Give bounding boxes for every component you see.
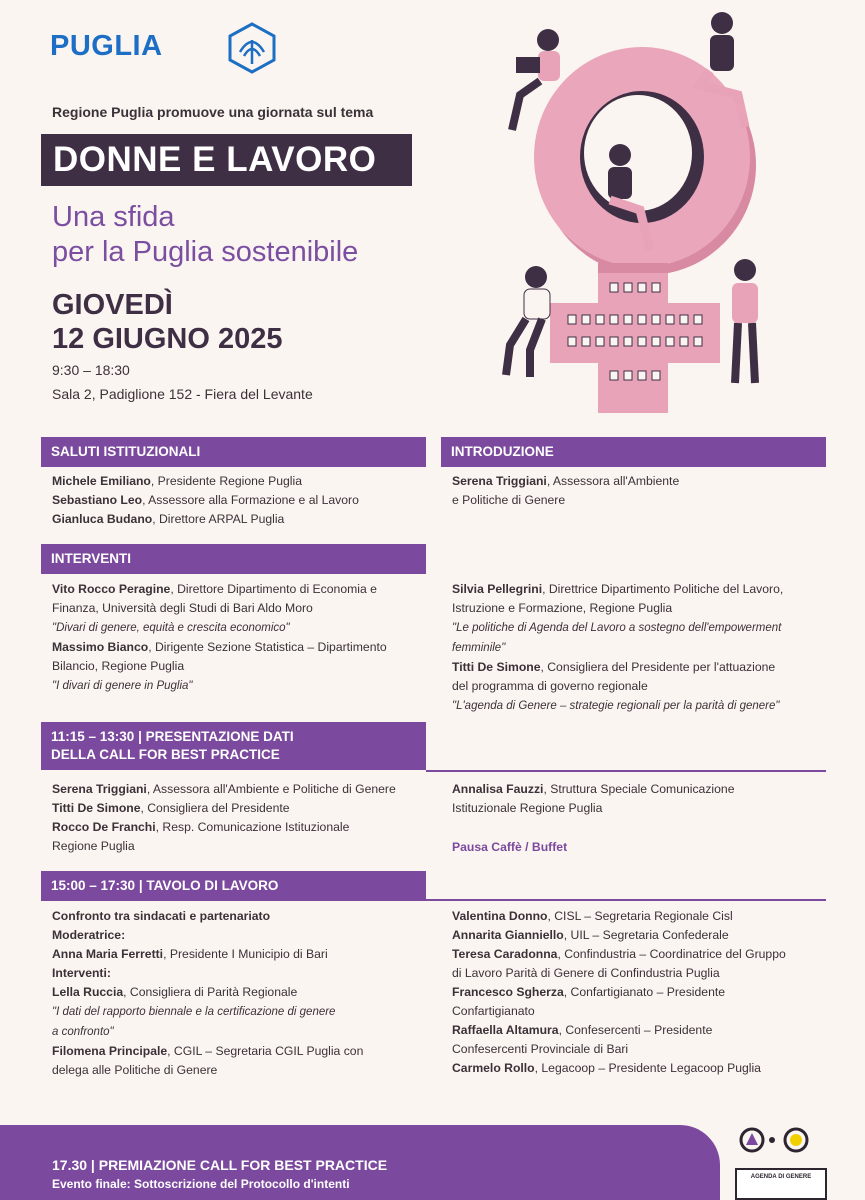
subtitle-line-2: per la Puglia sostenibile <box>52 236 359 268</box>
section-divider <box>426 899 826 901</box>
woman-tool-figure <box>506 266 550 377</box>
interventi-left: Vito Rocco Peragine, Direttore Dipartimento di Economia e Finanza, Università degli Studi di Bari Aldo Moro "Divari di genere, equità e crescita economico" Massimo Bianco, Dirigente Sezione Statistica – Dipartimento Bilancio, Regione Puglia "I divari di genere in Puglia" <box>52 582 387 692</box>
section-divider <box>426 770 826 772</box>
section-header-presentazione: 11:15 – 13:30 | PRESENTAZIONE DATI DELLA CALL FOR BEST PRACTICE <box>41 722 426 770</box>
presentazione-left: Serena Triggiani, Assessora all'Ambiente e Politiche di Genere Titti De Simone, Consigliera del Presidente Rocco De Franchi, Resp. Comunicazione Istituzionale Regione Puglia <box>52 782 396 853</box>
puglia-logo-text: PUGLIA <box>50 30 163 62</box>
interventi-right: Silvia Pellegrini, Direttrice Dipartimento Politiche del Lavoro, Istruzione e Formazione, Regione Puglia "Le politiche di Agenda del Lavoro a sostegno dell'empowerment femminile" Titti De Simone, Consigliera del Presidente per l'attuazione del programma di governo regionale "L'agenda di Genere – strategie regionali per la parità di genere" <box>452 582 784 712</box>
pausa-label: Pausa Caffè / Buffet <box>452 840 568 854</box>
saluti-item: Gianluca Budano, Direttore ARPAL Puglia <box>52 512 285 526</box>
section-header-tavolo: 15:00 – 17:30 | TAVOLO DI LAVORO <box>41 871 426 901</box>
subtitle-line-1: Una sfida <box>52 201 175 233</box>
event-time: 9:30 – 18:30 <box>52 362 130 378</box>
puglia-emblem-icon <box>226 22 278 74</box>
event-subtitle <box>52 200 452 270</box>
section-header-introduzione: INTRODUZIONE <box>441 437 826 467</box>
event-date <box>52 288 283 356</box>
footer-banner <box>0 1125 720 1200</box>
female-symbol-illustration <box>490 5 780 415</box>
agenda-genere-symbols-icon <box>738 1124 818 1164</box>
saluti-item: Michele Emiliano, Presidente Regione Puglia <box>52 474 302 488</box>
date-day: GIOVEDÌ <box>52 289 173 321</box>
section-header-interventi: INTERVENTI <box>41 544 426 574</box>
date-full: 12 GIUGNO 2025 <box>52 323 283 355</box>
woman-standing-figure <box>732 259 758 383</box>
promo-text: Regione Puglia promuove una giornata sul tema <box>52 104 374 120</box>
tavolo-right: Valentina Donno, CISL – Segretaria Regionale Cisl Annarita Gianniello, UIL – Segretaria Confederale Teresa Caradonna, Confindustria – Coordinatrice del Gruppo di Lavoro Parità di Genere di Confindustria Puglia Francesco Sgherza, Confartigianato – Presidente Confartigianato Raffaella Altamura, Confesercenti – Presidente Confesercenti Provinciale di Bari Carmelo Rollo, Legacoop – Presidente Legacoop Puglia <box>452 909 786 1075</box>
presentazione-right: Annalisa Fauzzi, Struttura Speciale Comunicazione Istituzionale Regione Puglia Pausa Caffè / Buffet <box>452 780 837 857</box>
introduzione-text: Serena Triggiani, Assessora all'Ambiente e Politiche di Genere <box>452 474 680 507</box>
section-header-saluti: SALUTI ISTITUZIONALI <box>41 437 426 467</box>
event-place: Sala 2, Padiglione 152 - Fiera del Levante <box>52 386 313 402</box>
saluti-item: Sebastiano Leo, Assessore alla Formazione e al Lavoro <box>52 493 359 507</box>
event-title: DONNE E LAVORO <box>41 134 412 186</box>
footer-evento-finale: Evento finale: Sottoscrizione del Protocollo d'intenti <box>52 1177 350 1191</box>
saluti-list <box>52 472 432 529</box>
tavolo-left: Confronto tra sindacati e partenariato Moderatrice: Anna Maria Ferretti, Presidente I Municipio di Bari Interventi: Lella Ruccia, Consigliera di Parità Regionale "I dati del rapporto biennale e la certificazione di genere a confronto" Filomena Principale, CGIL – Segretaria CGIL Puglia con delega alle Politiche di Genere <box>52 909 364 1077</box>
agenda-genere-badge: AGENDA DI GENERE <box>735 1168 827 1200</box>
footer-premiazione: 17.30 | PREMIAZIONE CALL FOR BEST PRACTICE <box>52 1157 388 1173</box>
